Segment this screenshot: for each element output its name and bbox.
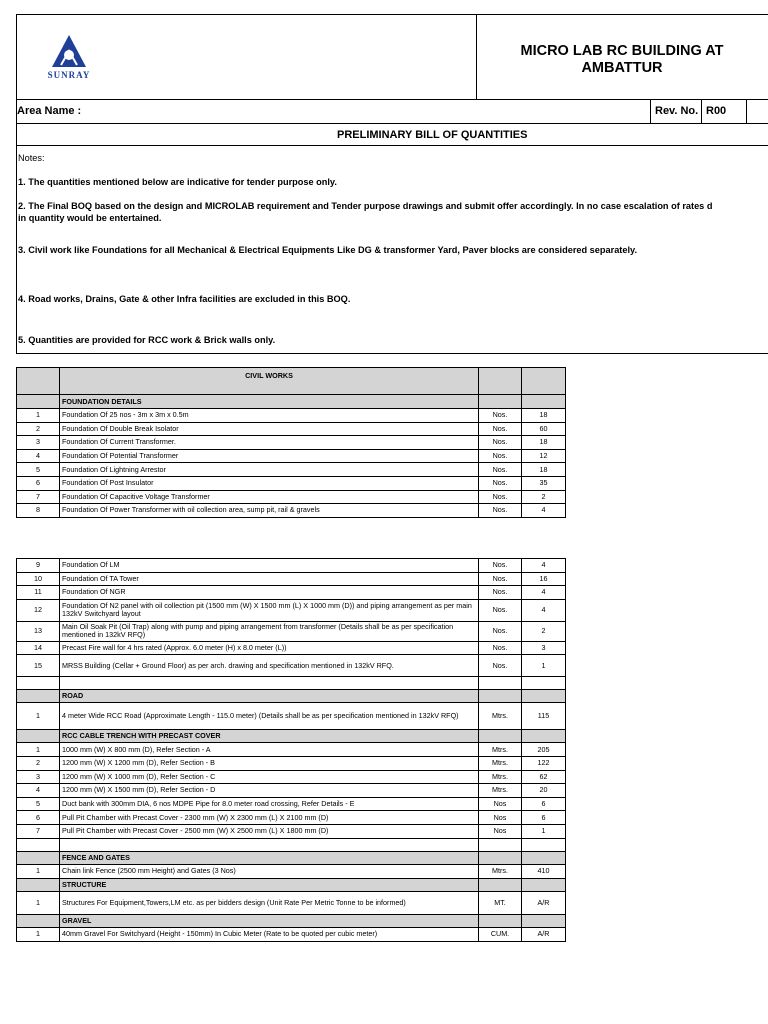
item-description: 1200 mm (W) X 1200 mm (D), Refer Section - B [60, 756, 479, 770]
item-number: 14 [17, 641, 60, 655]
item-unit: Nos. [479, 559, 522, 573]
item-quantity: 35 [522, 476, 566, 490]
item-number: 7 [17, 490, 60, 504]
item-unit: Mtrs. [479, 770, 522, 784]
note-3: 3. Civil work like Foundations for all Mechanical & Electrical Equipments Like DG & transformer Yard, Paver blocks are considered separately. [18, 245, 638, 255]
table-row [17, 476, 566, 490]
notes-heading: Notes: [18, 153, 45, 163]
item-description: Foundation Of Lightning Arrestor [60, 463, 479, 477]
item-number: 13 [17, 621, 60, 641]
document-header [16, 14, 768, 100]
item-quantity: 4 [522, 504, 566, 518]
rev-label: Rev. No. [650, 100, 702, 123]
item-quantity: 3 [522, 641, 566, 655]
section-fence: FENCE AND GATES [60, 851, 479, 864]
table-row [17, 572, 566, 586]
item-description: Foundation Of Potential Transformer [60, 449, 479, 463]
item-description: Precast Fire wall for 4 hrs rated (Approx. 6.0 meter (H) x 8.0 meter (L)) [60, 641, 479, 655]
item-number: 12 [17, 599, 60, 621]
table-row [17, 621, 566, 641]
item-number: 1 [17, 743, 60, 757]
item-unit: Mtrs. [479, 703, 522, 730]
item-number: 11 [17, 586, 60, 600]
note-2b: in quantity would be entertained. [18, 213, 162, 223]
item-unit: Nos [479, 797, 522, 811]
item-description: Foundation Of N2 panel with oil collection pit (1500 mm (W) X 1500 mm (L) X 1000 mm (D)) and piping arrangement as per main 132kV Switchyard layout [60, 599, 479, 621]
item-number: 15 [17, 655, 60, 677]
boq-table-infra [16, 558, 566, 942]
item-unit: Nos. [479, 599, 522, 621]
item-description: Main Oil Soak Pit (Oil Trap) along with pump and piping arrangement from transformer (Details shall be as per specification mentioned in 132kV RFQ) [60, 621, 479, 641]
item-quantity: 1 [522, 824, 566, 838]
table-row [17, 449, 566, 463]
item-unit: Nos. [479, 572, 522, 586]
item-description: Foundation Of Power Transformer with oil collection area, sump pit, rail & gravels [60, 504, 479, 518]
item-quantity: A/R [522, 927, 566, 941]
item-quantity: A/R [522, 891, 566, 914]
logo-text: SUNRAY [47, 70, 91, 80]
table-row [17, 641, 566, 655]
table-row [17, 784, 566, 798]
table-row [17, 436, 566, 450]
item-number: 1 [17, 703, 60, 730]
item-number: 4 [17, 784, 60, 798]
table-row [17, 409, 566, 423]
item-unit: Nos [479, 824, 522, 838]
item-unit: Nos. [479, 655, 522, 677]
item-unit: Nos. [479, 436, 522, 450]
item-number: 2 [17, 756, 60, 770]
rev-value: R00 [703, 100, 747, 123]
table-row [17, 756, 566, 770]
table-row [17, 703, 566, 730]
item-unit: Nos. [479, 621, 522, 641]
item-unit: Mtrs. [479, 756, 522, 770]
item-quantity: 6 [522, 797, 566, 811]
item-unit: Nos. [479, 476, 522, 490]
item-quantity: 115 [522, 703, 566, 730]
item-unit: Nos. [479, 409, 522, 423]
item-description: 1200 mm (W) X 1000 mm (D), Refer Section - C [60, 770, 479, 784]
table-row [17, 559, 566, 573]
item-number: 10 [17, 572, 60, 586]
table-row [17, 599, 566, 621]
item-quantity: 12 [522, 449, 566, 463]
table-row [17, 797, 566, 811]
item-quantity: 18 [522, 463, 566, 477]
item-quantity: 1 [522, 655, 566, 677]
item-unit: Nos. [479, 463, 522, 477]
item-number: 7 [17, 824, 60, 838]
item-description: Foundation Of Capacitive Voltage Transformer [60, 490, 479, 504]
table-row [17, 770, 566, 784]
item-unit: Mtrs. [479, 784, 522, 798]
table-row [17, 586, 566, 600]
item-number: 1 [17, 891, 60, 914]
table-row [17, 811, 566, 825]
item-unit: Nos. [479, 641, 522, 655]
item-quantity: 20 [522, 784, 566, 798]
table-row [17, 490, 566, 504]
item-number: 1 [17, 927, 60, 941]
table-row [17, 743, 566, 757]
item-unit: Nos. [479, 490, 522, 504]
item-unit: Mtrs. [479, 743, 522, 757]
table-row [17, 864, 566, 878]
item-unit: Nos. [479, 449, 522, 463]
item-quantity: 62 [522, 770, 566, 784]
item-number: 1 [17, 409, 60, 423]
item-description: Duct bank with 300mm DIA, 6 nos MDPE Pipe for 8.0 meter road crossing, Refer Details - E [60, 797, 479, 811]
item-number: 3 [17, 770, 60, 784]
item-unit: Mtrs. [479, 864, 522, 878]
notes-section [16, 146, 768, 354]
item-quantity: 18 [522, 436, 566, 450]
area-row [16, 100, 768, 124]
note-4: 4. Road works, Drains, Gate & other Infra facilities are excluded in this BOQ. [18, 294, 351, 304]
item-unit: Nos. [479, 422, 522, 436]
area-name-label: Area Name : [17, 105, 82, 117]
item-description: Foundation Of LM [60, 559, 479, 573]
item-description: Foundation Of NGR [60, 586, 479, 600]
item-quantity: 205 [522, 743, 566, 757]
item-number: 5 [17, 797, 60, 811]
item-quantity: 4 [522, 599, 566, 621]
item-description: Structures For Equipment,Towers,LM etc. as per bidders design (Unit Rate Per Metric Tonne to be informed) [60, 891, 479, 914]
item-description: Pull Pit Chamber with Precast Cover - 2300 mm (W) X 2300 mm (L) X 2100 mm (D) [60, 811, 479, 825]
item-number: 4 [17, 449, 60, 463]
project-title: MICRO LAB RC BUILDING AT AMBATTUR [520, 43, 724, 76]
item-description: Foundation Of 25 nos - 3m x 3m x 0.5m [60, 409, 479, 423]
item-quantity: 122 [522, 756, 566, 770]
item-quantity: 60 [522, 422, 566, 436]
item-description: Foundation Of Current Transformer. [60, 436, 479, 450]
item-number: 2 [17, 422, 60, 436]
item-quantity: 4 [522, 559, 566, 573]
item-quantity: 16 [522, 572, 566, 586]
item-number: 6 [17, 811, 60, 825]
table-row [17, 463, 566, 477]
item-number: 8 [17, 504, 60, 518]
item-quantity: 4 [522, 586, 566, 600]
boq-table-foundation [16, 367, 566, 518]
table-row [17, 655, 566, 677]
section-structure: STRUCTURE [60, 878, 479, 891]
note-1: 1. The quantities mentioned below are indicative for tender purpose only. [18, 177, 337, 187]
item-number: 3 [17, 436, 60, 450]
item-description: 40mm Gravel For Switchyard (Height - 150mm) In Cubic Meter (Rate to be quoted per cubic meter) [60, 927, 479, 941]
item-quantity: 2 [522, 621, 566, 641]
section-foundation: FOUNDATION DETAILS [60, 395, 479, 409]
item-description: Pull Pit Chamber with Precast Cover - 2500 mm (W) X 2500 mm (L) X 1800 mm (D) [60, 824, 479, 838]
table-row [17, 504, 566, 518]
civil-works-header: CIVIL WORKS [60, 368, 479, 395]
item-number: 9 [17, 559, 60, 573]
section-cable-trench: RCC CABLE TRENCH WITH PRECAST COVER [60, 730, 479, 743]
item-quantity: 2 [522, 490, 566, 504]
item-description: MRSS Building (Cellar + Ground Floor) as per arch. drawing and specification mentioned in 132kV RFQ. [60, 655, 479, 677]
item-unit: Nos. [479, 504, 522, 518]
item-unit: Nos [479, 811, 522, 825]
item-quantity: 410 [522, 864, 566, 878]
item-number: 5 [17, 463, 60, 477]
table-row [17, 891, 566, 914]
item-number: 6 [17, 476, 60, 490]
item-number: 1 [17, 864, 60, 878]
item-description: Foundation Of Post Insulator [60, 476, 479, 490]
item-description: 1000 mm (W) X 800 mm (D), Refer Section - A [60, 743, 479, 757]
section-road: ROAD [60, 690, 479, 703]
table-row [17, 422, 566, 436]
note-5: 5. Quantities are provided for RCC work & Brick walls only. [18, 335, 276, 345]
doc-title: PRELIMINARY BILL OF QUANTITIES [337, 129, 528, 141]
item-quantity: 6 [522, 811, 566, 825]
item-quantity: 18 [522, 409, 566, 423]
table-row [17, 927, 566, 941]
item-description: Foundation Of Double Break Isolator [60, 422, 479, 436]
note-2a: 2. The Final BOQ based on the design and MICROLAB requirement and Tender purpose drawings and submit offer accordingly. In no case escalation of rates d [18, 201, 713, 211]
doc-title-row [16, 124, 768, 146]
item-unit: MT. [479, 891, 522, 914]
section-gravel: GRAVEL [60, 914, 479, 927]
item-description: 4 meter Wide RCC Road (Approximate Length - 115.0 meter) (Details shall be as per specification mentioned in 132kV RFQ) [60, 703, 479, 730]
item-description: Chain link Fence (2500 mm Height) and Gates (3 Nos) [60, 864, 479, 878]
item-description: Foundation Of TA Tower [60, 572, 479, 586]
item-unit: CUM. [479, 927, 522, 941]
item-unit: Nos. [479, 586, 522, 600]
sunray-logo [17, 15, 117, 100]
table-row [17, 824, 566, 838]
item-description: 1200 mm (W) X 1500 mm (D), Refer Section - D [60, 784, 479, 798]
